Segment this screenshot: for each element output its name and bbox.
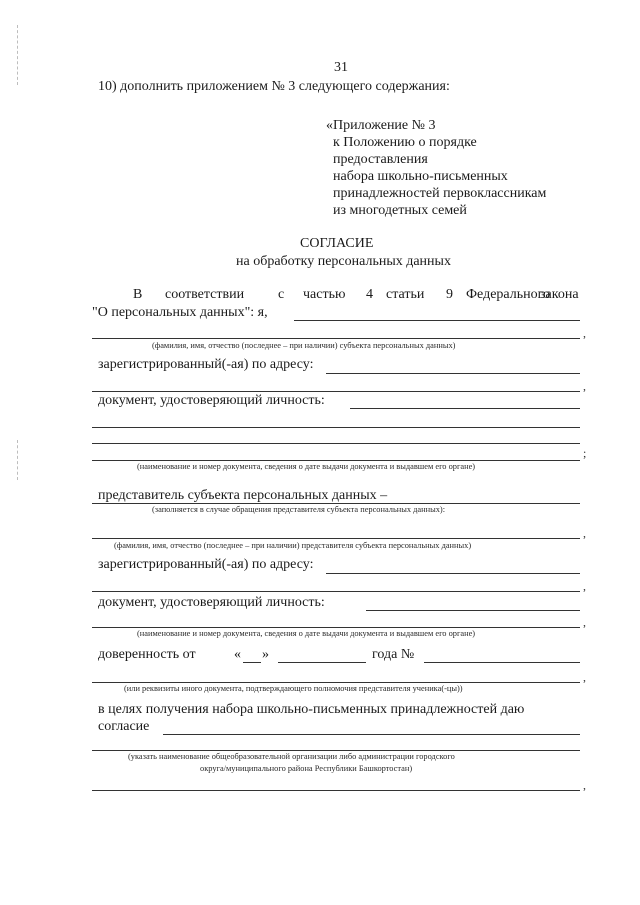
proxy-quote-close: » xyxy=(262,647,269,662)
consent-fill-line-b[interactable] xyxy=(92,750,580,751)
proxy-year-label: года № xyxy=(372,647,415,662)
consent-fill-line-a[interactable] xyxy=(163,734,580,735)
comma-mark: , xyxy=(583,778,586,792)
intro-word-9: закона xyxy=(540,287,579,302)
registered-address-label-1: зарегистрированный(-ая) по адресу: xyxy=(98,357,314,372)
representative-fill-line[interactable] xyxy=(92,503,580,504)
comma-mark: , xyxy=(583,526,586,540)
document-subtitle: на обработку персональных данных xyxy=(236,254,451,269)
proxy-fill-line[interactable] xyxy=(92,682,580,683)
registered-address-label-2: зарегистрированный(-ая) по адресу: xyxy=(98,557,314,572)
appendix-header-line-1: «Приложение № 3 xyxy=(326,118,436,133)
comma-mark: , xyxy=(583,326,586,340)
address-fill-line-2a[interactable] xyxy=(326,573,580,574)
left-scan-edge xyxy=(17,25,18,85)
proxy-label: доверенность от xyxy=(98,647,196,662)
document-title: СОГЛАСИЕ xyxy=(300,236,374,251)
address-fill-line-1b[interactable] xyxy=(92,391,580,392)
org-hint-line-2: округа/муниципального района Республики Башкортостан) xyxy=(200,764,413,773)
fio-rep-fill-line[interactable] xyxy=(92,538,580,539)
document-fill-line-1a[interactable] xyxy=(350,408,580,409)
intro-word-1: В xyxy=(133,287,143,302)
comma-mark: , xyxy=(583,615,586,629)
left-scan-edge-lower xyxy=(17,440,18,480)
comma-mark: , xyxy=(583,670,586,684)
document-fill-line-2b[interactable] xyxy=(92,627,580,628)
fio-rep-hint: (фамилия, имя, отчество (последнее – при наличии) представителя субъекта персональных данных) xyxy=(114,541,472,550)
representative-label: представитель субъекта персональных данных – xyxy=(98,488,388,503)
identity-document-label-1: документ, удостоверяющий личность: xyxy=(98,393,325,408)
proxy-day-field[interactable] xyxy=(243,662,261,663)
appendix-header-line-3: предоставления xyxy=(333,152,428,167)
page-number: 31 xyxy=(334,60,348,75)
intro-word-2: соответствии xyxy=(165,287,245,302)
intro-line-2: "О персональных данных": я, xyxy=(92,305,268,320)
identity-document-label-2: документ, удостоверяющий личность: xyxy=(98,595,325,610)
intro-word-4: частью xyxy=(303,287,346,302)
proxy-number-field[interactable] xyxy=(424,662,580,663)
appendix-header-line-6: из многодетных семей xyxy=(333,203,467,218)
org-fill-line[interactable] xyxy=(92,790,580,791)
intro-word-3: с xyxy=(278,287,285,302)
address-fill-line-1a[interactable] xyxy=(326,373,580,374)
intro-word-8: Федерального xyxy=(466,287,551,302)
purpose-text: в целях получения набора школьно-письменных принадлежностей даю xyxy=(98,702,525,717)
amendment-item: 10) дополнить приложением № 3 следующего содержания: xyxy=(98,79,450,94)
fio-fill-line-a[interactable] xyxy=(294,320,580,321)
document-hint-1: (наименование и номер документа, сведения о дате выдачи документа и выдавшем его органе) xyxy=(137,462,476,471)
fio-subject-hint: (фамилия, имя, отчество (последнее – при наличии) субъекта персональных данных) xyxy=(152,341,456,350)
intro-word-6: статьи xyxy=(386,287,425,302)
document-fill-line-1c[interactable] xyxy=(92,443,580,444)
org-hint-line-1: (указать наименование общеобразовательной организации либо администрации городского xyxy=(128,752,455,761)
appendix-header-line-4: набора школьно-письменных xyxy=(333,169,508,184)
representative-hint: (заполняется в случае обращения представителя субъекта персональных данных): xyxy=(152,505,446,514)
fio-fill-line-b[interactable] xyxy=(92,338,580,339)
proxy-quote-open: « xyxy=(234,647,241,662)
document-hint-2: (наименование и номер документа, сведения о дате выдачи документа и выдавшем его органе) xyxy=(137,629,476,638)
semicolon-mark: ; xyxy=(583,446,587,460)
document-fill-line-1b[interactable] xyxy=(92,427,580,428)
document-fill-line-2a[interactable] xyxy=(366,610,580,611)
intro-word-7: 9 xyxy=(446,287,453,302)
consent-label: согласие xyxy=(98,719,150,734)
intro-word-5: 4 xyxy=(366,287,373,302)
proxy-hint: (или реквизиты иного документа, подтверждающего полномочия представителя ученика(-цы)) xyxy=(124,684,463,693)
appendix-header-line-5: принадлежностей первоклассникам xyxy=(333,186,547,201)
address-fill-line-2b[interactable] xyxy=(92,591,580,592)
comma-mark: , xyxy=(583,379,586,393)
proxy-month-field[interactable] xyxy=(278,662,366,663)
comma-mark: , xyxy=(583,579,586,593)
document-fill-line-1d[interactable] xyxy=(92,460,580,461)
appendix-header-line-2: к Положению о порядке xyxy=(333,135,477,150)
